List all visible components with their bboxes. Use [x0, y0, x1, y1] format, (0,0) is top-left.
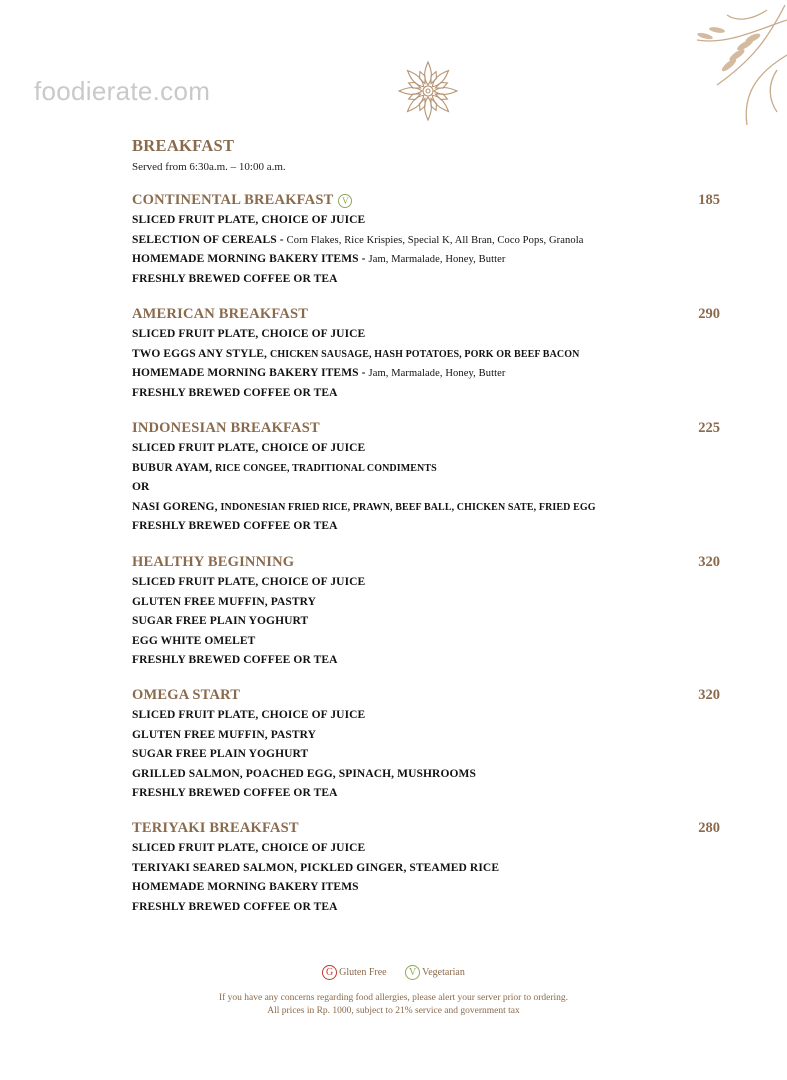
menu-line: NASI GORENG, INDONESIAN FRIED RICE, PRAWN, BEEF BALL, CHICKEN SATE, FRIED EGG	[132, 500, 596, 513]
dietary-legend	[0, 965, 787, 980]
menu-line: HOMEMADE MORNING BAKERY ITEMS	[132, 881, 359, 894]
section-price: 225	[698, 420, 720, 436]
section-price: 290	[698, 306, 720, 322]
section-title: HEALTHY BEGINNING	[132, 554, 295, 570]
vegetarian-icon: V	[405, 965, 420, 980]
menu-line: SUGAR FREE PLAIN YOGHURT	[132, 748, 309, 761]
section-price: 185	[698, 192, 720, 208]
menu-line: SLICED FRUIT PLATE, CHOICE OF JUICE	[132, 328, 366, 340]
menu-line: FRESHLY BREWED COFFEE OR TEA	[132, 386, 338, 399]
section-title: OMEGA START	[132, 687, 241, 703]
menu-line: HOMEMADE MORNING BAKERY ITEMS - Jam, Marmalade, Honey, Butter	[132, 367, 506, 380]
section-title: INDONESIAN BREAKFAST	[132, 420, 320, 436]
section-price: 320	[698, 687, 720, 703]
menu-line: SLICED FRUIT PLATE, CHOICE OF JUICE	[132, 576, 366, 588]
vegetarian-icon: V	[338, 194, 352, 208]
menu-line: FRESHLY BREWED COFFEE OR TEA	[132, 272, 338, 285]
watermark: foodierate.com	[34, 76, 211, 106]
menu-title: BREAKFAST	[132, 136, 235, 155]
menu-section-american	[132, 304, 720, 403]
section-price: 320	[698, 554, 720, 570]
menu-line: FRESHLY BREWED COFFEE OR TEA	[132, 787, 338, 800]
menu-line: FRESHLY BREWED COFFEE OR TEA	[132, 900, 338, 913]
price-note: All prices in Rp. 1000, subject to 21% service and government tax	[267, 1006, 520, 1016]
menu-line: FRESHLY BREWED COFFEE OR TEA	[132, 654, 338, 667]
wheat-leaf-icon	[657, 0, 787, 130]
gluten-free-icon: G	[322, 965, 337, 980]
menu-line: SLICED FRUIT PLATE, CHOICE OF JUICE	[132, 709, 366, 721]
menu-line: SUGAR FREE PLAIN YOGHURT	[132, 615, 309, 628]
menu-line: GLUTEN FREE MUFFIN, PASTRY	[132, 728, 317, 741]
mandala-icon	[395, 58, 461, 124]
gluten-free-label: Gluten Free	[339, 967, 387, 978]
menu-line: SLICED FRUIT PLATE, CHOICE OF JUICE	[132, 442, 366, 454]
menu-line: SLICED FRUIT PLATE, CHOICE OF JUICE	[132, 214, 366, 226]
section-title: TERIYAKI BREAKFAST	[132, 820, 299, 836]
menu-line: TERIYAKI SEARED SALMON, PICKLED GINGER, STEAMED RICE	[132, 861, 500, 874]
vegetarian-label: Vegetarian	[422, 967, 465, 978]
menu-line: BUBUR AYAM, RICE CONGEE, TRADITIONAL CONDIMENTS	[132, 461, 437, 474]
served-hours: Served from 6:30a.m. – 10:00 a.m.	[132, 161, 286, 173]
menu-line: FRESHLY BREWED COFFEE OR TEA	[132, 520, 338, 533]
section-title: AMERICAN BREAKFAST	[132, 306, 309, 322]
menu-section-continental	[132, 190, 720, 289]
menu-line: HOMEMADE MORNING BAKERY ITEMS - Jam, Marmalade, Honey, Butter	[132, 253, 506, 266]
menu-line: SLICED FRUIT PLATE, CHOICE OF JUICE	[132, 842, 366, 854]
section-price: 280	[698, 820, 720, 836]
menu-section-indonesian	[132, 418, 720, 537]
menu-section-omega-start	[132, 685, 720, 804]
menu-line: GRILLED SALMON, POACHED EGG, SPINACH, MUSHROOMS	[132, 767, 476, 780]
allergy-note: If you have any concerns regarding food allergies, please alert your server prior to ordering.	[218, 993, 569, 1003]
menu-line: EGG WHITE OMELET	[132, 634, 256, 647]
menu-line: SELECTION OF CEREALS - Corn Flakes, Rice Krispies, Special K, All Bran, Coco Pops, Granola	[132, 233, 584, 246]
menu-line: OR	[132, 481, 150, 494]
menu-header	[132, 136, 286, 173]
menu-line: GLUTEN FREE MUFFIN, PASTRY	[132, 595, 317, 608]
menu-section-teriyaki	[132, 818, 720, 917]
section-title: CONTINENTAL BREAKFAST	[132, 192, 334, 208]
menu-line: TWO EGGS ANY STYLE, CHICKEN SAUSAGE, HASH POTATOES, PORK OR BEEF BACON	[132, 347, 580, 360]
menu-section-healthy-beginning	[132, 552, 720, 671]
